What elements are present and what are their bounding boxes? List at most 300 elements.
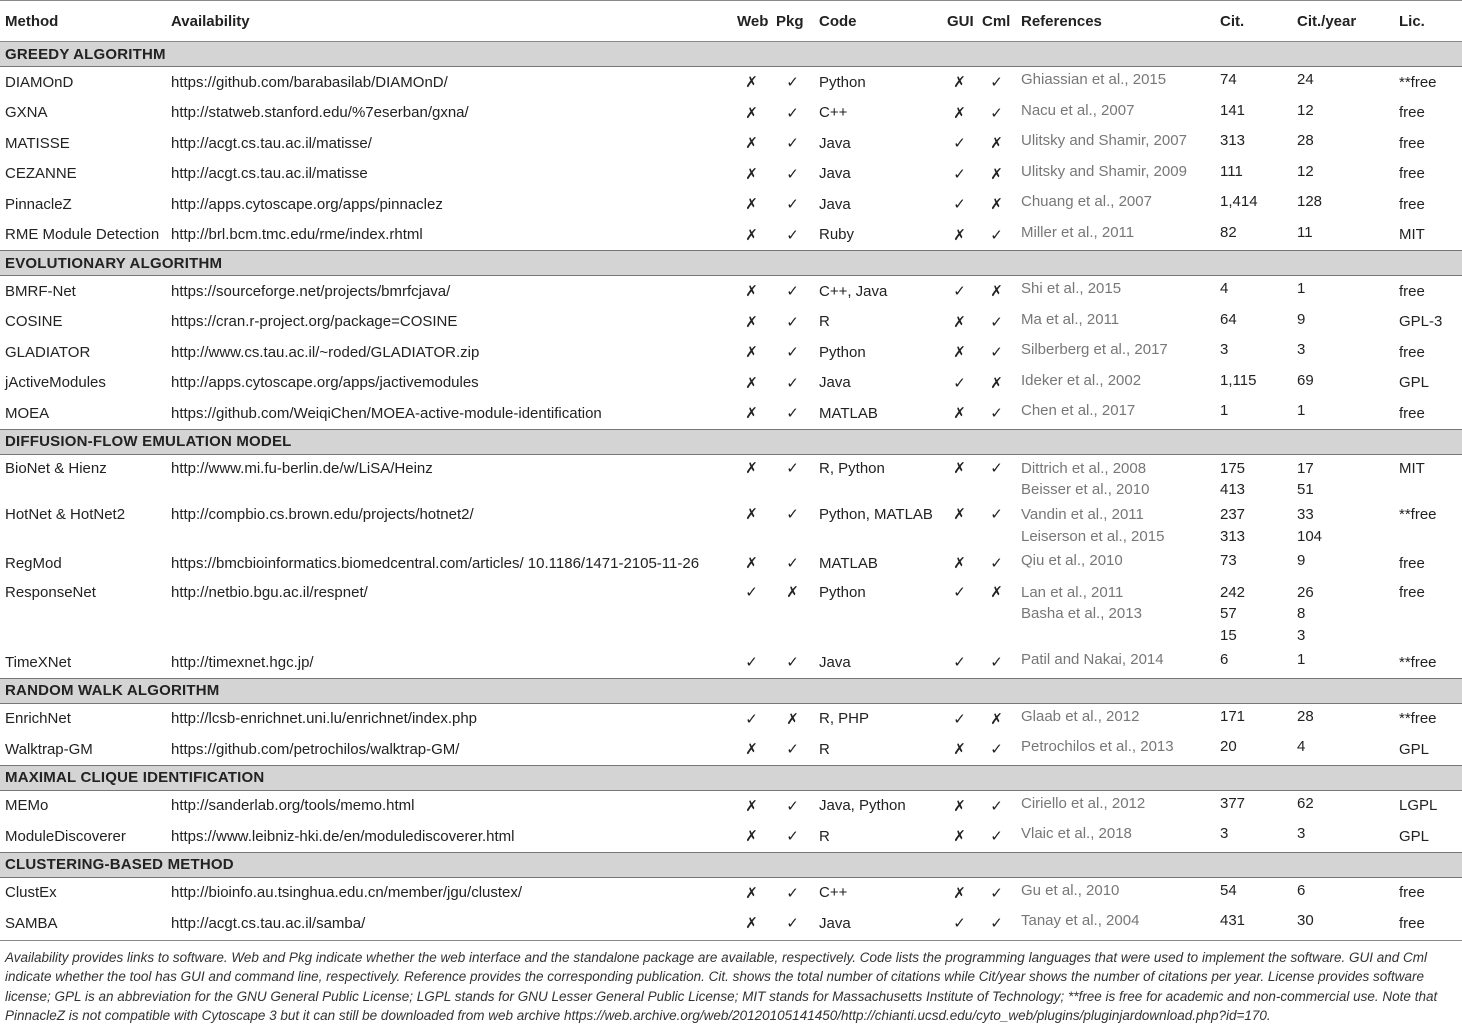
citations-per-year: 1	[1297, 402, 1306, 419]
citation-count-cell	[1215, 276, 1292, 307]
reference[interactable]: Dittrich et al., 2008	[1021, 459, 1147, 477]
citation-count-cell	[1215, 647, 1292, 678]
reference-cell	[1016, 159, 1215, 190]
table-row	[0, 647, 1462, 678]
reference-cell	[1016, 276, 1215, 307]
code-cell: MATLAB	[819, 404, 878, 422]
citations-per-year: 30	[1297, 912, 1314, 929]
citations-per-year: 9	[1297, 310, 1306, 328]
availability-link[interactable]: http://bioinfo.au.tsinghua.edu.cn/member/jgu/clustex/	[171, 884, 523, 902]
license-cell: free	[1399, 282, 1425, 300]
availability-link[interactable]: http://statweb.stanford.edu/%7eserban/gxna/	[171, 104, 469, 122]
license-cell: LGPL	[1399, 797, 1438, 815]
citations-per-year: 24	[1297, 71, 1314, 88]
citations-per-year: 62	[1297, 794, 1314, 812]
method-cell: ClustEx	[5, 884, 57, 902]
license-cell: free	[1399, 195, 1425, 213]
section-title: CLUSTERING-BASED METHOD	[0, 852, 1462, 877]
cml-mark: ✓	[990, 405, 1003, 423]
citations-per-year-cell	[1292, 454, 1394, 501]
header-pkg: Pkg	[771, 1, 814, 42]
reference-cell	[1016, 398, 1215, 429]
reference[interactable]: Ciriello et al., 2012	[1021, 794, 1146, 812]
reference[interactable]: Silberberg et al., 2017	[1021, 341, 1168, 358]
citation-count: 175	[1220, 459, 1246, 477]
citations-per-year-cell	[1292, 276, 1394, 307]
citations-per-year: 9	[1297, 552, 1306, 569]
table-row	[0, 220, 1462, 251]
reference[interactable]: Ghiassian et al., 2015	[1021, 71, 1167, 88]
citation-count: 4	[1220, 280, 1229, 297]
cml-mark: ✗	[990, 710, 1003, 728]
license-cell: GPL	[1399, 827, 1430, 845]
citations-per-year-cell	[1292, 790, 1394, 821]
citation-count-cell	[1215, 579, 1292, 648]
citation-count-cell	[1215, 454, 1292, 501]
reference[interactable]: Lan et al., 2011	[1021, 583, 1124, 601]
license-cell: free	[1399, 104, 1425, 122]
pkg-mark: ✗	[786, 710, 799, 728]
code-cell: Java	[819, 914, 851, 932]
cml-mark: ✗	[990, 135, 1003, 153]
table-row	[0, 398, 1462, 429]
code-cell: MATLAB	[819, 554, 878, 572]
pkg-mark: ✗	[786, 583, 799, 601]
citations-per-year-cell	[1292, 877, 1394, 908]
table-row	[0, 877, 1462, 908]
citations-per-year-cell	[1292, 307, 1394, 338]
web-mark: ✗	[745, 405, 758, 423]
reference[interactable]: Glaab et al., 2012	[1021, 707, 1140, 725]
availability-link[interactable]: https://sourceforge.net/projects/bmrfcjava/	[171, 282, 451, 300]
code-cell: Java	[819, 134, 851, 152]
reference[interactable]: Miller et al., 2011	[1021, 223, 1135, 241]
citations-per-year: 3	[1297, 626, 1306, 644]
citation-count-cell	[1215, 368, 1292, 399]
web-mark: ✗	[745, 165, 758, 183]
web-mark: ✗	[745, 915, 758, 933]
citation-count-cell	[1215, 67, 1292, 98]
method-cell: PinnacleZ	[5, 195, 72, 213]
gui-mark: ✗	[953, 313, 966, 331]
gui-mark: ✗	[953, 226, 966, 244]
gui-mark: ✓	[953, 374, 966, 392]
pkg-mark: ✓	[786, 741, 799, 759]
license-cell: free	[1399, 343, 1425, 361]
availability-link[interactable]: http://apps.cytoscape.org/apps/jactivemodules	[171, 374, 479, 392]
citations-per-year-cell	[1292, 128, 1394, 159]
gui-mark: ✓	[953, 915, 966, 933]
web-mark: ✗	[745, 226, 758, 244]
citation-count-cell	[1215, 908, 1292, 939]
gui-mark: ✗	[953, 741, 966, 759]
web-mark: ✗	[745, 344, 758, 362]
pkg-mark: ✓	[786, 405, 799, 423]
pkg-mark: ✓	[786, 555, 799, 573]
cml-mark: ✗	[990, 196, 1003, 214]
license-cell: free	[1399, 914, 1425, 932]
cml-mark: ✓	[990, 226, 1003, 244]
license-cell: free	[1399, 884, 1425, 902]
availability-link[interactable]: http://acgt.cs.tau.ac.il/samba/	[171, 914, 366, 932]
citations-per-year-cell	[1292, 579, 1394, 648]
citations-per-year-cell	[1292, 501, 1394, 548]
table-row	[0, 703, 1462, 734]
method-cell: MATISSE	[5, 134, 70, 152]
cml-mark: ✓	[990, 915, 1003, 933]
method-cell: ModuleDiscoverer	[5, 827, 126, 845]
section-title: RANDOM WALK ALGORITHM	[0, 678, 1462, 703]
web-mark: ✗	[745, 741, 758, 759]
section-row	[0, 42, 1462, 67]
citation-count: 242	[1220, 583, 1246, 601]
reference[interactable]: Tanay et al., 2004	[1021, 912, 1140, 929]
citations-per-year-cell	[1292, 734, 1394, 765]
web-mark: ✗	[745, 135, 758, 153]
citations-per-year-cell	[1292, 908, 1394, 939]
availability-link[interactable]: https://github.com/petrochilos/walktrap-GM/	[171, 740, 460, 758]
method-cell: BioNet & Hienz	[5, 459, 107, 477]
availability-link[interactable]: http://sanderlab.org/tools/memo.html	[171, 797, 415, 815]
availability-link[interactable]: https://bmcbioinformatics.biomedcentral.com/articles/ 10.1186/1471-2105-11-26	[171, 554, 700, 572]
pkg-mark: ✓	[786, 196, 799, 214]
reference[interactable]: Basha et al., 2013	[1021, 605, 1142, 622]
header-gui: GUI	[942, 1, 977, 42]
citations-per-year: 12	[1297, 162, 1314, 180]
gui-mark: ✓	[953, 583, 966, 601]
table-row	[0, 128, 1462, 159]
citation-count: 413	[1220, 481, 1246, 498]
citations-per-year: 3	[1297, 825, 1306, 842]
citation-count-cell	[1215, 790, 1292, 821]
method-cell: RME Module Detection	[5, 226, 160, 244]
citation-count: 171	[1220, 707, 1246, 725]
cml-mark: ✓	[990, 884, 1003, 902]
reference[interactable]: Vlaic et al., 2018	[1021, 825, 1132, 842]
gui-mark: ✓	[953, 283, 966, 301]
license-cell: MIT	[1399, 226, 1425, 244]
citations-per-year-cell	[1292, 189, 1394, 220]
code-cell: Java	[819, 165, 851, 183]
reference[interactable]: Patil and Nakai, 2014	[1021, 651, 1164, 668]
availability-link[interactable]: http://compbio.cs.brown.edu/projects/hotnet2/	[171, 506, 474, 523]
section-title: GREEDY ALGORITHM	[0, 42, 1462, 67]
table-row	[0, 908, 1462, 939]
header-lic: Lic.	[1394, 1, 1462, 42]
section-title: EVOLUTIONARY ALGORITHM	[0, 251, 1462, 276]
method-cell: ResponseNet	[5, 583, 96, 601]
citation-count: 64	[1220, 310, 1237, 328]
availability-link[interactable]: https://github.com/WeiqiChen/MOEA-active-module-identification	[171, 404, 602, 422]
citations-per-year: 28	[1297, 707, 1314, 725]
code-cell: Java	[819, 374, 851, 392]
availability-link[interactable]: http://timexnet.hgc.jp/	[171, 653, 314, 671]
license-cell: free	[1399, 134, 1425, 152]
pkg-mark: ✓	[786, 226, 799, 244]
header-references: References	[1016, 1, 1215, 42]
license-cell: free	[1399, 404, 1425, 422]
citation-count: 6	[1220, 651, 1229, 668]
web-mark: ✗	[745, 555, 758, 573]
citation-count: 15	[1220, 626, 1237, 644]
citations-per-year-cell	[1292, 368, 1394, 399]
table-row	[0, 98, 1462, 129]
availability-link[interactable]: http://acgt.cs.tau.ac.il/matisse/	[171, 134, 372, 152]
citations-per-year-cell	[1292, 159, 1394, 190]
table-caption: Availability provides links to software. Web and Pkg indicate whether the web interface and the standalone package are available, respectively. Code lists the programming languages that were used to implement the software. GUI and Cml indicate whether the tool has GUI and command line, respectively. Reference provides the corresponding publication. Cit. shows the total number of citations while Cit/year shows the number of citations per year. License provides software license; GPL is an abbreviation for the GNU General Public License; LGPL stands for GNU Lesser General Public License; MIT stands for Massachusetts Institute of Technology; **free is free for academic and non-commercial use. Note that PinnacleZ is not compatible with Cytoscape 3 but it can still be downloaded from web archive https://web.archive.org/web/20120105141450/http://chianti.ucsd.edu/cyto_web/plugins/pluginjardownload.php?id=170.	[0, 940, 1462, 1026]
method-cell: DIAMOnD	[5, 73, 74, 91]
header-method: Method	[0, 1, 166, 42]
table-row	[0, 454, 1462, 501]
license-cell: **free	[1399, 506, 1437, 523]
reference-cell	[1016, 189, 1215, 220]
citations-per-year: 8	[1297, 605, 1306, 622]
citation-count-cell	[1215, 189, 1292, 220]
citation-count: 57	[1220, 605, 1237, 622]
reference[interactable]: Ulitsky and Shamir, 2009	[1021, 162, 1187, 180]
web-mark: ✓	[745, 710, 758, 728]
method-cell: RegMod	[5, 554, 62, 572]
pkg-mark: ✓	[786, 828, 799, 846]
citation-count-cell	[1215, 734, 1292, 765]
code-cell: Java	[819, 195, 851, 213]
citation-count: 111	[1220, 162, 1243, 180]
availability-link[interactable]: https://www.leibniz-hki.de/en/modulediscoverer.html	[171, 827, 515, 845]
availability-link[interactable]: http://brl.bcm.tmc.edu/rme/index.rhtml	[171, 226, 423, 244]
pkg-mark: ✓	[786, 135, 799, 153]
method-cell: TimeXNet	[5, 653, 72, 671]
reference-cell	[1016, 703, 1215, 734]
code-cell: Python, MATLAB	[819, 506, 933, 523]
gui-mark: ✗	[953, 405, 966, 423]
code-cell: R, PHP	[819, 710, 870, 728]
license-cell: **free	[1399, 73, 1437, 91]
reference[interactable]: Gu et al., 2010	[1021, 881, 1120, 899]
reference[interactable]: Leiserson et al., 2015	[1021, 527, 1165, 545]
method-cell: GXNA	[5, 104, 48, 122]
citations-per-year: 51	[1297, 481, 1314, 498]
citation-count-cell	[1215, 703, 1292, 734]
code-cell: Python	[819, 583, 866, 601]
citation-count-cell	[1215, 98, 1292, 129]
method-cell: COSINE	[5, 313, 63, 331]
availability-link[interactable]: http://lcsb-enrichnet.uni.lu/enrichnet/index.php	[171, 710, 478, 728]
code-cell: Python	[819, 73, 866, 91]
citation-count: 313	[1220, 132, 1246, 149]
reference[interactable]: Petrochilos et al., 2013	[1021, 738, 1174, 755]
reference[interactable]: Ma et al., 2011	[1021, 310, 1120, 328]
pkg-mark: ✓	[786, 104, 799, 122]
code-cell: Java, Python	[819, 797, 906, 815]
cml-mark: ✗	[990, 165, 1003, 183]
reference[interactable]: Shi et al., 2015	[1021, 280, 1122, 297]
cml-mark: ✓	[990, 741, 1003, 759]
gui-mark: ✗	[953, 104, 966, 122]
reference-cell	[1016, 307, 1215, 338]
table-row	[0, 579, 1462, 648]
web-mark: ✗	[745, 828, 758, 846]
availability-link[interactable]: http://netbio.bgu.ac.il/respnet/	[171, 583, 368, 601]
table-row	[0, 159, 1462, 190]
pkg-mark: ✓	[786, 283, 799, 301]
reference-cell	[1016, 734, 1215, 765]
method-cell: HotNet & HotNet2	[5, 506, 126, 523]
citations-per-year: 4	[1297, 738, 1306, 755]
section-row	[0, 765, 1462, 790]
license-cell: free	[1399, 554, 1425, 572]
reference[interactable]: Chen et al., 2017	[1021, 402, 1136, 419]
citations-per-year: 28	[1297, 132, 1314, 149]
header-cml: Cml	[977, 1, 1016, 42]
gui-mark: ✓	[953, 165, 966, 183]
license-cell: **free	[1399, 653, 1437, 671]
availability-link[interactable]: https://cran.r-project.org/package=COSINE	[171, 313, 458, 331]
citation-count-cell	[1215, 501, 1292, 548]
pkg-mark: ✓	[786, 313, 799, 331]
pkg-mark: ✓	[786, 165, 799, 183]
reference[interactable]: Nacu et al., 2007	[1021, 101, 1135, 119]
gui-mark: ✗	[953, 459, 966, 477]
reference-cell	[1016, 790, 1215, 821]
header-code: Code	[814, 1, 942, 42]
pkg-mark: ✓	[786, 506, 799, 523]
citations-per-year: 1	[1297, 280, 1306, 297]
reference[interactable]: Ulitsky and Shamir, 2007	[1021, 132, 1187, 149]
reference[interactable]: Ideker et al., 2002	[1021, 371, 1142, 389]
citation-count: 73	[1220, 552, 1237, 569]
citation-count: 20	[1220, 738, 1237, 755]
code-cell: Python	[819, 343, 866, 361]
cml-mark: ✓	[990, 313, 1003, 331]
reference-cell	[1016, 548, 1215, 579]
web-mark: ✗	[745, 797, 758, 815]
availability-link[interactable]: http://www.cs.tau.ac.il/~roded/GLADIATOR.zip	[171, 343, 480, 361]
reference[interactable]: Qiu et al., 2010	[1021, 552, 1123, 569]
license-cell: free	[1399, 583, 1425, 601]
cml-mark: ✓	[990, 459, 1003, 477]
reference-cell	[1016, 454, 1215, 501]
citations-per-year: 17	[1297, 459, 1314, 477]
reference-cell	[1016, 128, 1215, 159]
availability-link[interactable]: https://github.com/barabasilab/DIAMOnD/	[171, 73, 448, 91]
code-cell: Ruby	[819, 226, 855, 244]
header-availability: Availability	[166, 1, 732, 42]
citation-count-cell	[1215, 159, 1292, 190]
gui-mark: ✗	[953, 828, 966, 846]
citations-per-year: 3	[1297, 341, 1306, 358]
gui-mark: ✗	[953, 74, 966, 92]
code-cell: C++, Java	[819, 282, 888, 300]
reference[interactable]: Beisser et al., 2010	[1021, 481, 1150, 498]
reference[interactable]: Chuang et al., 2007	[1021, 193, 1152, 210]
citation-count: 54	[1220, 881, 1237, 899]
citation-count: 1,115	[1220, 371, 1257, 389]
reference[interactable]: Vandin et al., 2011	[1021, 506, 1144, 523]
citations-per-year-cell	[1292, 220, 1394, 251]
pkg-mark: ✓	[786, 459, 799, 477]
table-row	[0, 790, 1462, 821]
license-cell: GPL	[1399, 740, 1430, 758]
citation-count-cell	[1215, 307, 1292, 338]
section-title: DIFFUSION-FLOW EMULATION MODEL	[0, 429, 1462, 454]
citation-count: 82	[1220, 223, 1237, 241]
web-mark: ✓	[745, 654, 758, 672]
availability-link[interactable]: http://acgt.cs.tau.ac.il/matisse	[171, 165, 368, 183]
web-mark: ✗	[745, 104, 758, 122]
citation-count-cell	[1215, 877, 1292, 908]
citations-per-year-cell	[1292, 703, 1394, 734]
citation-count: 313	[1220, 527, 1246, 545]
license-cell: GPL	[1399, 374, 1430, 392]
method-cell: EnrichNet	[5, 710, 71, 728]
table-row	[0, 368, 1462, 399]
gui-mark: ✗	[953, 344, 966, 362]
reference-cell	[1016, 579, 1215, 648]
web-mark: ✗	[745, 74, 758, 92]
availability-link[interactable]: http://apps.cytoscape.org/apps/pinnaclez	[171, 195, 443, 213]
method-cell: GLADIATOR	[5, 343, 91, 361]
citations-per-year: 6	[1297, 881, 1306, 899]
reference-cell	[1016, 501, 1215, 548]
cml-mark: ✓	[990, 104, 1003, 122]
citations-per-year-cell	[1292, 548, 1394, 579]
web-mark: ✗	[745, 459, 758, 477]
citations-per-year: 33	[1297, 506, 1314, 523]
pkg-mark: ✓	[786, 374, 799, 392]
citation-count: 237	[1220, 506, 1246, 523]
table-row	[0, 276, 1462, 307]
web-mark: ✓	[745, 583, 758, 601]
table-row	[0, 501, 1462, 548]
availability-link[interactable]: http://www.mi.fu-berlin.de/w/LiSA/Heinz	[171, 459, 433, 477]
citations-per-year-cell	[1292, 337, 1394, 368]
citation-count-cell	[1215, 821, 1292, 852]
citations-per-year: 128	[1297, 193, 1323, 210]
web-mark: ✗	[745, 283, 758, 301]
license-cell: free	[1399, 165, 1425, 183]
reference-cell	[1016, 220, 1215, 251]
method-cell: MEMo	[5, 797, 49, 815]
header-cit-year: Cit./year	[1292, 1, 1394, 42]
method-cell: Walktrap-GM	[5, 740, 93, 758]
code-cell: C++	[819, 884, 848, 902]
citations-per-year: 104	[1297, 527, 1323, 545]
citations-per-year-cell	[1292, 647, 1394, 678]
table-header	[0, 1, 1462, 42]
pkg-mark: ✓	[786, 797, 799, 815]
code-cell: R	[819, 740, 830, 758]
pkg-mark: ✓	[786, 915, 799, 933]
cml-mark: ✓	[990, 555, 1003, 573]
citation-count: 431	[1220, 912, 1246, 929]
cml-mark: ✓	[990, 828, 1003, 846]
citation-count: 141	[1220, 101, 1246, 119]
reference-cell	[1016, 821, 1215, 852]
section-title: MAXIMAL CLIQUE IDENTIFICATION	[0, 765, 1462, 790]
table-row	[0, 67, 1462, 98]
citation-count-cell	[1215, 398, 1292, 429]
license-cell: GPL-3	[1399, 313, 1443, 331]
cml-mark: ✓	[990, 506, 1003, 523]
citation-count-cell	[1215, 548, 1292, 579]
code-cell: C++	[819, 104, 848, 122]
citations-per-year-cell	[1292, 398, 1394, 429]
license-cell: MIT	[1399, 459, 1425, 477]
citation-count: 1,414	[1220, 193, 1258, 210]
table-row	[0, 307, 1462, 338]
table-row	[0, 548, 1462, 579]
code-cell: Java	[819, 653, 851, 671]
